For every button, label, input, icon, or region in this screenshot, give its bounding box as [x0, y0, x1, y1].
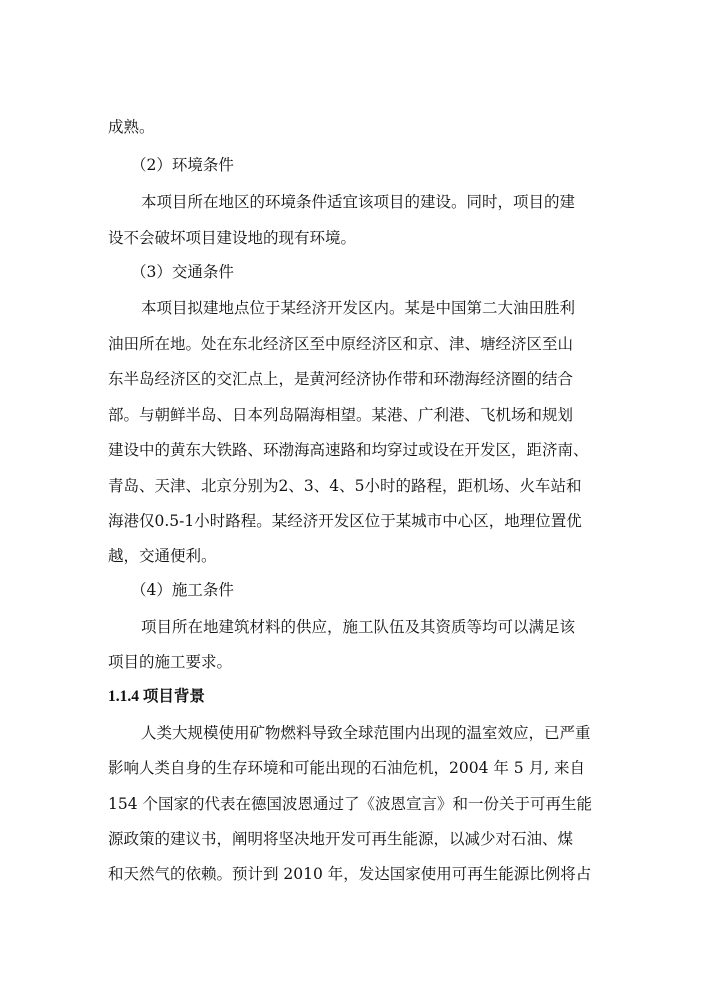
- section-subtitle-traffic: （3）交通条件: [131, 263, 234, 281]
- paragraph-line: 源政策的建议书，阐明将坚决地开发可再生能源，以减少对石油、煤: [108, 830, 574, 848]
- paragraph-line: 青岛、天津、北京分别为2、3、4、5小时的路程，距机场、火车站和: [108, 477, 582, 495]
- paragraph-line: 人类大规模使用矿物燃料导致全球范围内出现的温室效应，已严重: [141, 724, 591, 742]
- paragraph-line: 建设中的黄东大铁路、环渤海高速路和均穿过或设在开发区，距济南、: [108, 441, 589, 459]
- paragraph-line: 项目的施工要求。: [108, 653, 233, 671]
- paragraph-line: 设不会破坏项目建设地的现有环境。: [108, 229, 357, 247]
- paragraph-line: 影响人类自身的生存环境和可能出现的石油危机，2004 年 5 月, 来自: [108, 759, 585, 777]
- paragraph-line: 部。与朝鲜半岛、日本列岛隔海相望。某港、广利港、飞机场和规划: [108, 406, 574, 424]
- paragraph-line: 本项目所在地区的环境条件适宜该项目的建设。同时，项目的建: [141, 193, 576, 211]
- section-heading-project-background: 1.1.4 项目背景: [108, 688, 205, 705]
- paragraph-line: 越，交通便利。: [108, 547, 217, 565]
- section-subtitle-environment: （2）环境条件: [131, 156, 234, 174]
- paragraph-line: 154 个国家的代表在德国波恩通过了《波恩宣言》和一份关于可再生能: [108, 795, 593, 813]
- paragraph-line: 和天然气的依赖。预计到 2010 年，发达国家使用可再生能源比例将占: [108, 865, 592, 883]
- paragraph-line: 成熟。: [108, 118, 155, 136]
- paragraph-line: 油田所在地。处在东北经济区至中原经济区和京、津、塘经济区至山: [108, 335, 574, 353]
- paragraph-line: 项目所在地建筑材料的供应，施工队伍及其资质等均可以满足该: [141, 618, 576, 636]
- section-subtitle-construction: （4）施工条件: [131, 581, 234, 599]
- paragraph-line: 海港仅0.5-1小时路程。某经济开发区位于某城市中心区，地理位置优: [108, 512, 582, 530]
- paragraph-line: 本项目拟建地点位于某经济开发区内。某是中国第二大油田胜利: [141, 299, 576, 317]
- paragraph-line: 东半岛经济区的交汇点上，是黄河经济协作带和环渤海经济圈的结合: [108, 370, 574, 388]
